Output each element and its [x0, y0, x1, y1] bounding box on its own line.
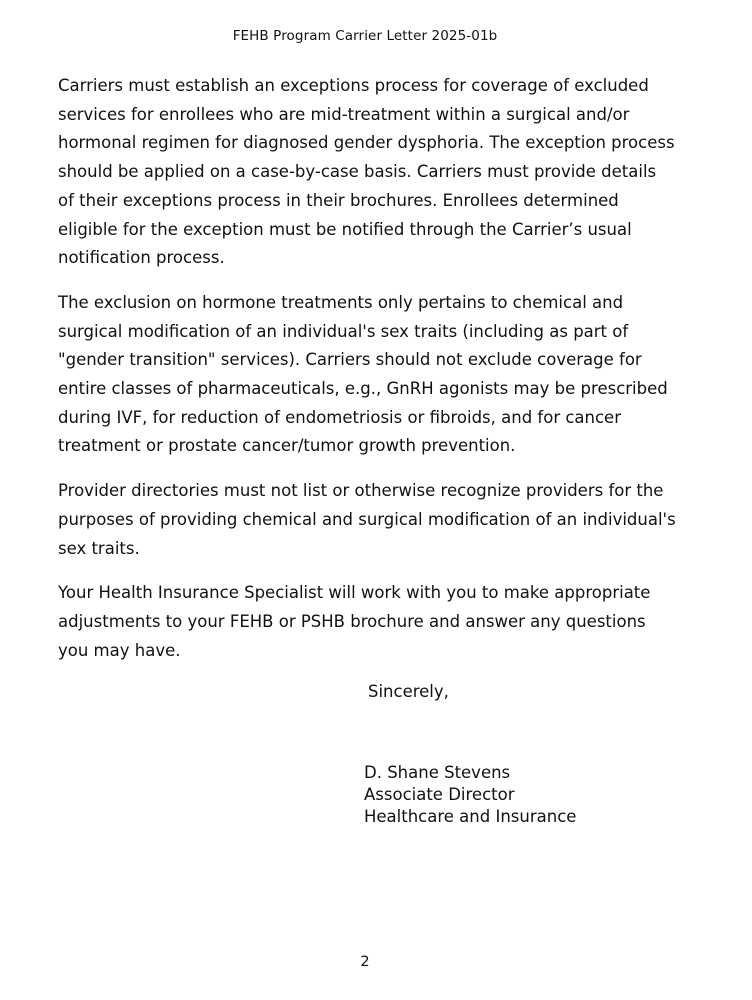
- signatory-office: Healthcare and Insurance: [364, 807, 577, 826]
- paragraph-specialist-contact: Your Health Insurance Specialist will work with you to make appropriate adjustments to your FEHB or PSHB brochure and answer any questions you may have.: [58, 583, 651, 660]
- letter-body: [58, 72, 676, 681]
- signatory-name: D. Shane Stevens: [364, 763, 511, 782]
- page-number: 2: [360, 954, 370, 970]
- page-header: FEHB Program Carrier Letter 2025-01b: [232, 28, 498, 44]
- signature-block: [364, 762, 576, 828]
- signatory-title: Associate Director: [364, 785, 515, 804]
- paragraph-hormone-treatments: The exclusion on hormone treatments only pertains to chemical and surgical modification of an individual's sex traits (including as part of "gender transition" services). Carriers should not exclude coverage for entire classes of pharmaceuticals, e.g., GnRH agonists may be prescribed during IVF, for reduction of endometriosis or fibroids, and for cancer treatment or prostate cancer/tumor growth prevention.: [58, 292, 668, 456]
- closing-salutation: Sincerely,: [368, 682, 449, 701]
- paragraph-exceptions-process: Carriers must establish an exceptions process for coverage of excluded services for enrollees who are mid-treatment within a surgical and/or hormonal regimen for diagnosed gender dysphoria. The exception process should be applied on a case-by-case basis. Carriers must provide details of their exceptions process in their brochures. Enrollees determined eligible for the exception must be notified through the Carrier’s usual notification process.: [58, 76, 675, 268]
- paragraph-provider-directories: Provider directories must not list or otherwise recognize providers for the purposes of providing chemical and surgical modification of an individual's sex traits.: [58, 481, 676, 558]
